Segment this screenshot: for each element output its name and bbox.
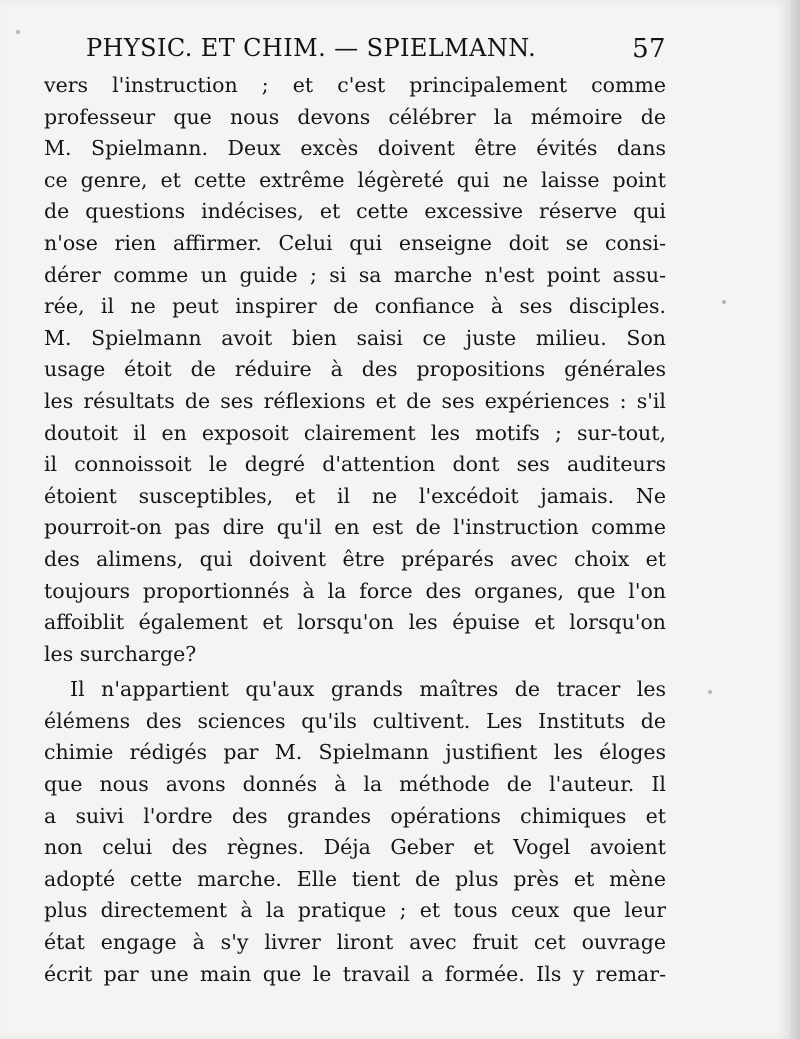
text-line: élémens des sciences qu'ils cultivent. Les Instituts de <box>44 708 666 733</box>
text-line: adopté cette marche. Elle tient de plus près et mène <box>44 866 666 891</box>
body-text <box>44 70 666 990</box>
text-line: M. Spielmann avoit bien saisi ce juste milieu. Son <box>44 325 666 350</box>
paragraph-1 <box>44 70 666 670</box>
text-line: non celui des règnes. Déja Geber et Vogel avoient <box>44 835 666 860</box>
text-line: chimie rédigés par M. Spielmann justifient les éloges <box>44 740 666 765</box>
running-head <box>86 34 666 74</box>
text-line: pourroit-on pas dire qu'il en est de l'instruction comme <box>44 515 666 540</box>
text-line: que nous avons donnés à la méthode de l'auteur. Il <box>44 772 666 797</box>
paper-speck <box>708 690 712 694</box>
text-line: vers l'instruction ; et c'est principalement comme <box>44 73 666 97</box>
page-number: 57 <box>632 34 666 64</box>
text-line: il connoissoit le degré d'attention dont ses auditeurs <box>44 452 666 477</box>
text-line: des alimens, qui doivent être préparés avec choix et <box>44 546 666 571</box>
text-line: usage étoit de réduire à des propositions générales <box>44 357 666 382</box>
text-line: de questions indécises, et cette excessive réserve qui <box>44 199 666 224</box>
text-line: les résultats de ses réflexions et de ses expériences : s'il <box>44 388 666 413</box>
paragraph-2 <box>44 674 666 990</box>
text-line: M. Spielmann. Deux excès doivent être évités dans <box>44 136 666 161</box>
page-edge <box>790 0 800 1039</box>
text-line: plus directement à la pratique ; et tous ceux que leur <box>44 898 666 923</box>
text-line: rée, il ne peut inspirer de confiance à ses disciples. <box>44 294 666 319</box>
paper-speck <box>722 300 726 304</box>
text-line: écrit par une main que le travail a formée. Ils y remar- <box>44 961 666 986</box>
text-line: professeur que nous devons célébrer la mémoire de <box>44 104 666 129</box>
text-line: doutoit il en exposoit clairement les motifs ; sur-tout, <box>44 420 666 445</box>
text-line: Il n'appartient qu'aux grands maîtres de tracer les <box>70 677 666 702</box>
running-title: PHYSIC. ET CHIM. — SPIELMANN. <box>86 34 537 62</box>
text-line: ce genre, et cette extrême légèreté qui ne laisse point <box>44 167 666 192</box>
paper-speck <box>16 30 20 34</box>
text-line: dérer comme un guide ; si sa marche n'est point assu- <box>44 262 666 287</box>
text-line: n'ose rien affirmer. Celui qui enseigne doit se consi- <box>44 230 666 255</box>
text-line: a suivi l'ordre des grandes opérations chimiques et <box>44 803 666 828</box>
text-line: étoient susceptibles, et il ne l'excédoit jamais. Ne <box>44 483 666 508</box>
text-line: toujours proportionnés à la force des organes, que l'on <box>44 578 666 603</box>
text-line: affoiblit également et lorsqu'on les épuise et lorsqu'on <box>44 610 666 635</box>
text-line: les surcharge? <box>44 641 197 666</box>
text-line: état engage à s'y livrer liront avec fruit cet ouvrage <box>44 930 666 955</box>
